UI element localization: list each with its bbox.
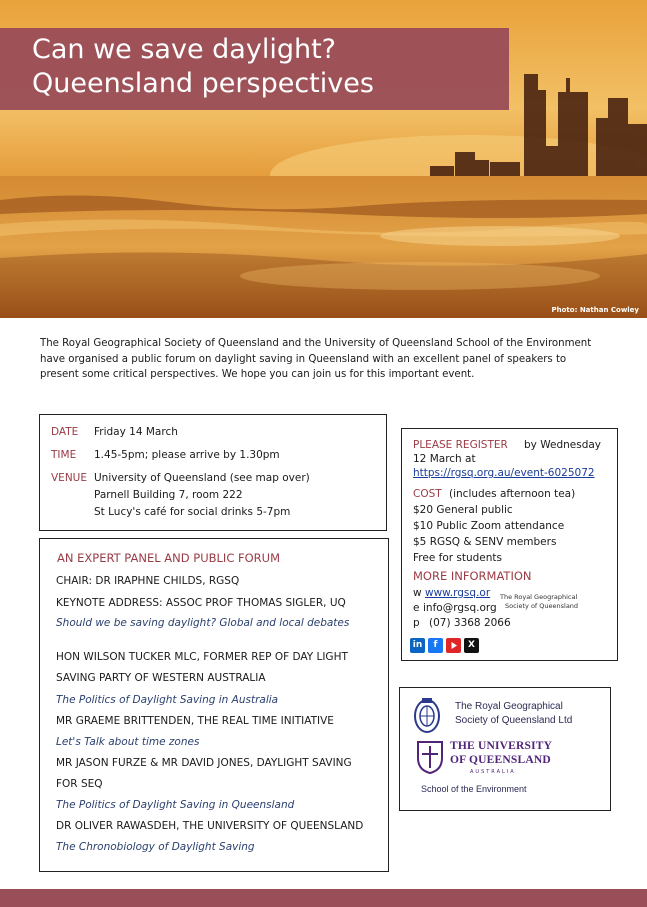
- time-label: TIME: [51, 449, 77, 461]
- speaker1-talk: The Politics of Daylight Saving in Australia: [56, 694, 279, 706]
- cost-zoom: $10 Public Zoom attendance: [413, 520, 565, 532]
- cost-label: COST: [413, 488, 442, 500]
- title-line-2: Queensland perspectives: [32, 68, 374, 99]
- mini-logo-line2: Society of Queensland: [505, 602, 579, 610]
- rgsq-crest-icon: [412, 696, 442, 736]
- register-box: [401, 428, 618, 661]
- web-prefix: w: [413, 587, 422, 599]
- register-deadline-1: by Wednesday: [524, 439, 602, 451]
- speaker1-line2: SAVING PARTY OF WESTERN AUSTRALIA: [56, 672, 266, 684]
- date-value: Friday 14 March: [94, 426, 178, 438]
- speaker2-talk: Let's Talk about time zones: [56, 736, 200, 748]
- speaker3-line2: FOR SEQ: [56, 778, 103, 790]
- cost-general: $20 General public: [413, 504, 513, 516]
- youtube-icon[interactable]: [446, 638, 461, 653]
- keynote-talk: Should we be saving daylight? Global and local debates: [56, 617, 350, 629]
- rgsq-logo-line1: The Royal Geographical: [455, 701, 563, 712]
- date-label: DATE: [51, 426, 79, 438]
- speaker3-talk: The Politics of Daylight Saving in Queensland: [56, 799, 295, 811]
- facebook-icon[interactable]: f: [428, 638, 443, 653]
- speaker4-talk: The Chronobiology of Daylight Saving: [56, 841, 255, 853]
- uq-crest-icon: [416, 740, 444, 774]
- intro-paragraph: The Royal Geographical Society of Queensland and the University of Queensland School of the Environment have organised a public forum on daylight saving in Queensland with an excellent panel of speakers to present some critical perspectives. We hope you can join us for this important event.: [40, 338, 592, 380]
- time-value: 1.45-5pm; please arrive by 1.30pm: [94, 449, 280, 461]
- email-address[interactable]: info@rgsq.org: [423, 602, 497, 614]
- linkedin-icon[interactable]: in: [410, 638, 425, 653]
- school-name: School of the Environment: [421, 784, 527, 794]
- rgsq-logo-line2: Society of Queensland Ltd: [455, 715, 573, 726]
- logos-box: [399, 687, 611, 811]
- mini-logo-line1: The Royal Geographical: [500, 593, 578, 601]
- cost-members: $5 RGSQ & SENV members: [413, 536, 557, 548]
- email-prefix: e: [413, 602, 420, 614]
- register-heading: PLEASE REGISTER: [413, 439, 508, 451]
- uq-logo-line3: AUSTRALIA: [470, 769, 516, 775]
- uq-logo-line2: OF QUEENSLAND: [450, 754, 551, 766]
- web-link[interactable]: www.rgsq.or: [425, 587, 491, 599]
- chair: CHAIR: DR IRAPHNE CHILDS, RGSQ: [56, 575, 240, 587]
- title-line-1: Can we save daylight?: [32, 34, 336, 65]
- cost-note: (includes afternoon tea): [449, 488, 576, 500]
- youtube-play-glyph: [446, 638, 461, 653]
- register-link[interactable]: https://rgsq.org.au/event-6025072: [413, 467, 595, 479]
- venue-label: VENUE: [51, 472, 87, 484]
- more-info-heading: MORE INFORMATION: [413, 569, 532, 583]
- speaker1-line1: HON WILSON TUCKER MLC, FORMER REP OF DAY LIGHT: [56, 651, 348, 663]
- keynote: KEYNOTE ADDRESS: ASSOC PROF THOMAS SIGLER, UQ: [56, 597, 346, 609]
- phone-prefix: p: [413, 617, 420, 629]
- x-icon[interactable]: X: [464, 638, 479, 653]
- event-details-box: [39, 414, 387, 531]
- speaker2: MR GRAEME BRITTENDEN, THE REAL TIME INITIATIVE: [56, 715, 334, 727]
- hero-photo: [0, 0, 647, 318]
- speaker3-line1: MR JASON FURZE & MR DAVID JONES, DAYLIGHT SAVING: [56, 757, 352, 769]
- uq-logo-line1: THE UNIVERSITY: [450, 740, 553, 752]
- speaker4: DR OLIVER RAWASDEH, THE UNIVERSITY OF QUEENSLAND: [56, 820, 364, 832]
- register-deadline-2: 12 March at: [413, 453, 476, 465]
- cost-students: Free for students: [413, 552, 503, 564]
- bottom-band: [0, 889, 647, 907]
- panel-box: [39, 538, 389, 872]
- phone-number: (07) 3368 2066: [429, 617, 511, 629]
- venue-line-3: St Lucy's café for social drinks 5-7pm: [94, 506, 291, 518]
- venue-line-1: University of Queensland (see map over): [94, 472, 310, 484]
- panel-heading: AN EXPERT PANEL AND PUBLIC FORUM: [57, 551, 281, 565]
- venue-line-2: Parnell Building 7, room 222: [94, 489, 243, 501]
- photo-credit: Photo: Nathan Cowley: [551, 306, 639, 314]
